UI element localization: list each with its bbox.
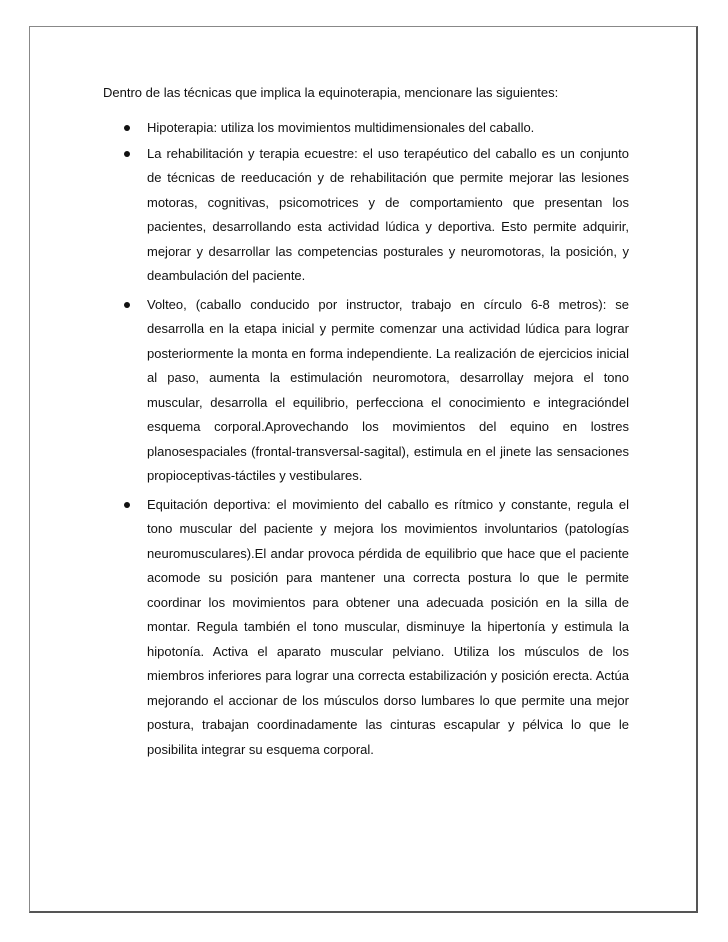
list-item-rehabilitacion (103, 142, 629, 289)
techniques-list (103, 116, 629, 762)
bullet-icon (124, 302, 130, 308)
list-item-text: La rehabilitación y terapia ecuestre: el uso terapéutico del caballo es un conjunto de técnicas de reeducación y de rehabilitación que permite mejorar las lesiones motoras, cognitivas, psicomotrices y de comportamiento que presentan los pacientes, desarrollando esta actividad lúdica y deportiva. Esto permite adquirir, mejorar y desarrollar las competencias posturales y neuromotoras, la posición, y deambulación del paciente. (147, 145, 629, 283)
list-item-equitacion (103, 493, 629, 763)
bullet-icon (124, 502, 130, 508)
list-item-text: Equitación deportiva: el movimiento del caballo es rítmico y constante, regula el tono muscular del paciente y mejora los movimientos involuntarios (patologías neuromusculares).El andar provoca pérdida de equilibrio que hace que el paciente acomode su posición para mantener una correcta postura lo que le permite coordinar los movimientos para obtener una adecuada posición en la silla de montar. Regula también el tono muscular, disminuye la hipertonía y estimula la hipotonía. Activa el aparato muscular pelviano. Utiliza los músculos de los miembros inferiores para lograr una correcta estabilización y posición erecta. Actúa mejorando el accionar de los músculos dorso lumbares lo que permite una mejor postura, trabajan coordinadamente las cinturas escapular y pélvica lo que le posibilita integrar su esquema corporal. (147, 496, 629, 757)
intro-paragraph: Dentro de las técnicas que implica la equinoterapia, mencionare las siguientes: (103, 85, 559, 100)
document-body (103, 84, 629, 766)
list-item-hipoterapia (103, 116, 629, 141)
bullet-icon (124, 151, 130, 157)
list-item-text: Hipoterapia: utiliza los movimientos multidimensionales del caballo. (147, 120, 535, 135)
list-item-volteo (103, 293, 629, 489)
bullet-icon (124, 125, 130, 131)
list-item-text: Volteo, (caballo conducido por instructor, trabajo en círculo 6-8 metros): se desarrolla en la etapa inicial y permite comenzar una actividad lúdica para lograr posteriormente la monta en forma independiente. La realización de ejercicios inicial al paso, aumenta la estimulación neuromotora, desarrollay mejora el tono muscular, desarrolla el equilibrio, perfecciona el conocimiento e integracióndel esquema corporal.Aprovechando los movimientos del equino en lostres planosespaciales (frontal-transversal-sagital), estimula en el jinete las sensaciones propioceptivas-táctiles y vestibulares. (147, 296, 629, 483)
